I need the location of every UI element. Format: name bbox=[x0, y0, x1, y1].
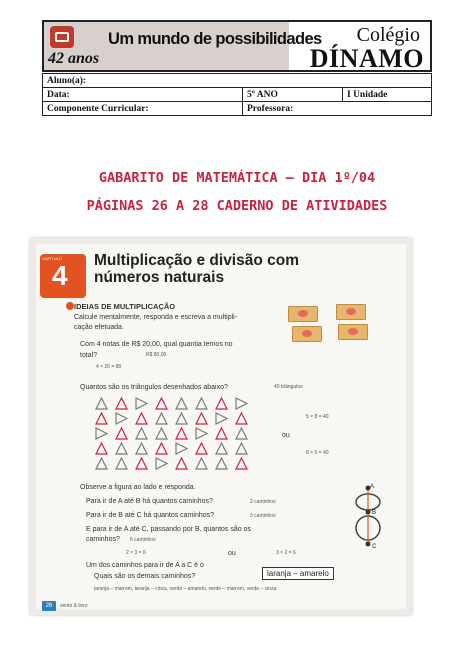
triangle-mark bbox=[236, 428, 247, 439]
exercise3-a-answer: 2 caminhos bbox=[250, 499, 276, 505]
exercise3-c-calc1: 2 × 3 = 6 bbox=[126, 550, 146, 556]
exercise3-d2: Quais são os demais caminhos? bbox=[94, 573, 196, 580]
exercise3-question: Observe a figura ao lado e responda. bbox=[80, 484, 196, 491]
triangle-mark bbox=[176, 398, 187, 409]
triangle-mark bbox=[196, 413, 207, 424]
school-motto: Um mundo de possibilidades bbox=[108, 30, 322, 48]
exercise2-answer: 40 triângulos bbox=[274, 384, 303, 390]
triangle-mark bbox=[176, 413, 187, 424]
student-field[interactable]: Aluno(a): bbox=[43, 74, 432, 88]
exercise2-or: ou bbox=[282, 432, 290, 439]
triangle-mark bbox=[156, 428, 167, 439]
workbook-photo bbox=[30, 238, 412, 615]
anniversary-text: 42 anos bbox=[48, 50, 100, 67]
exercise3-b: Para ir de B até C há quantos caminhos? bbox=[86, 512, 215, 519]
triangle-mark bbox=[236, 443, 247, 454]
paths-diagram bbox=[348, 482, 392, 550]
exercise2-calc2: 8 × 5 = 40 bbox=[306, 450, 329, 456]
header-banner bbox=[44, 22, 322, 70]
footer-brand: vento & livro bbox=[60, 603, 88, 609]
school-header bbox=[42, 20, 432, 72]
workbook-page bbox=[36, 244, 406, 609]
triangle-mark bbox=[136, 443, 147, 454]
exercise3-d: Um dos caminhos para ir de A a C é o bbox=[86, 562, 204, 569]
triangle-mark bbox=[216, 428, 227, 439]
answer-key-title: GABARITO DE MATEMÁTICA – DIA 1º/04 bbox=[98, 170, 376, 186]
exercise1-question2: total? bbox=[80, 352, 98, 359]
page-number: 26 bbox=[42, 601, 56, 611]
exercise3-b-answer: 3 caminhos bbox=[250, 513, 276, 519]
triangle-mark bbox=[116, 413, 127, 424]
triangle-mark bbox=[216, 398, 227, 409]
triangle-mark bbox=[176, 458, 187, 469]
triangle-mark bbox=[176, 443, 187, 454]
triangle-mark bbox=[116, 428, 127, 439]
student-info-table bbox=[42, 73, 432, 116]
exercise1-calc: 4 × 20 = 80 bbox=[96, 364, 122, 370]
triangle-mark bbox=[136, 428, 147, 439]
chapter-title bbox=[94, 252, 299, 286]
triangle-mark bbox=[156, 413, 167, 424]
banknote-icon bbox=[288, 306, 318, 322]
triangle-mark bbox=[136, 458, 147, 469]
triangle-mark bbox=[116, 458, 127, 469]
triangle-mark bbox=[216, 458, 227, 469]
exercise2-calc1: 5 × 8 = 40 bbox=[306, 414, 329, 420]
triangle-mark bbox=[96, 398, 107, 409]
exercise3-c2: caminhos? bbox=[86, 536, 120, 543]
chapter-word: CAPÍTULO bbox=[42, 256, 63, 261]
triangle-mark bbox=[196, 428, 207, 439]
triangle-mark bbox=[156, 458, 167, 469]
diagram-label-b: B bbox=[372, 510, 377, 516]
exercise3-d-box: laranja – amarelo bbox=[262, 567, 334, 580]
triangle-mark bbox=[196, 443, 207, 454]
subject-field[interactable]: Componente Curricular: bbox=[43, 102, 243, 116]
exercise3-c-calc2: 3 × 2 = 6 bbox=[276, 550, 296, 556]
triangle-mark bbox=[116, 443, 127, 454]
chapter-badge bbox=[40, 254, 86, 298]
triangle-mark bbox=[176, 428, 187, 439]
triangle-mark bbox=[236, 458, 247, 469]
triangle-mark bbox=[196, 458, 207, 469]
date-field[interactable]: Data: bbox=[43, 88, 243, 102]
exercise1-instruction2: cação efetuada. bbox=[74, 324, 124, 331]
school-logo-icon bbox=[50, 26, 74, 48]
diagram-label-c: C bbox=[372, 544, 377, 550]
diagram-label-a: A bbox=[370, 484, 375, 490]
triangle-mark bbox=[96, 458, 107, 469]
banknote-icon bbox=[338, 324, 368, 340]
triangle-mark bbox=[136, 398, 147, 409]
triangle-mark bbox=[136, 413, 147, 424]
section-title: IDEIAS DE MULTIPLICAÇÃO bbox=[74, 302, 176, 311]
exercise3-c-or: ou bbox=[228, 550, 236, 557]
triangle-mark bbox=[216, 413, 227, 424]
triangle-mark bbox=[156, 398, 167, 409]
triangle-mark bbox=[96, 443, 107, 454]
exercise2-question: Quantos são os triângulos desenhados abaixo? bbox=[80, 384, 228, 391]
exercise3-d-answer: laranja – marrom, laranja – cinza, verde – amarelo, verde – marrom, verde – cinza bbox=[94, 586, 277, 592]
triangle-mark bbox=[236, 398, 247, 409]
triangle-mark bbox=[216, 443, 227, 454]
triangle-grid bbox=[92, 396, 262, 476]
triangle-mark bbox=[116, 398, 127, 409]
triangle-mark bbox=[96, 428, 107, 439]
banknote-icon bbox=[336, 304, 366, 320]
exercise1-question: Com 4 notas de R$ 20,00, qual quantia temos no bbox=[80, 341, 233, 348]
chapter-title-line2: números naturais bbox=[94, 269, 225, 286]
exercise3-c-answer: 6 caminhos bbox=[130, 537, 156, 543]
pages-subtitle: PÁGINAS 26 A 28 CADERNO DE ATIVIDADES bbox=[86, 198, 388, 214]
exercise3-c: E para ir de A até C, passando por B, quantos são os bbox=[86, 526, 251, 533]
triangle-mark bbox=[96, 413, 107, 424]
school-name-line1: Colégio bbox=[356, 24, 420, 46]
unit-field: I Unidade bbox=[343, 88, 432, 102]
teacher-field[interactable]: Professora: bbox=[243, 102, 432, 116]
triangle-mark bbox=[156, 443, 167, 454]
triangle-mark bbox=[236, 413, 247, 424]
exercise1-answer: R$ 80,00 bbox=[146, 352, 167, 358]
chapter-number: 4 bbox=[52, 260, 68, 291]
exercise3-a: Para ir de A até B há quantos caminhos? bbox=[86, 498, 213, 505]
chapter-title-line1: Multiplicação e divisão com bbox=[94, 252, 300, 269]
exercise1-instruction: Calcule mentalmente, responda e escreva a multipli- bbox=[74, 314, 238, 321]
exercise-number-icon bbox=[66, 302, 74, 310]
banknote-icon bbox=[292, 326, 322, 342]
triangle-mark bbox=[196, 398, 207, 409]
school-name-line2: DÍNAMO bbox=[309, 44, 424, 73]
grade-field: 5º ANO bbox=[243, 88, 343, 102]
